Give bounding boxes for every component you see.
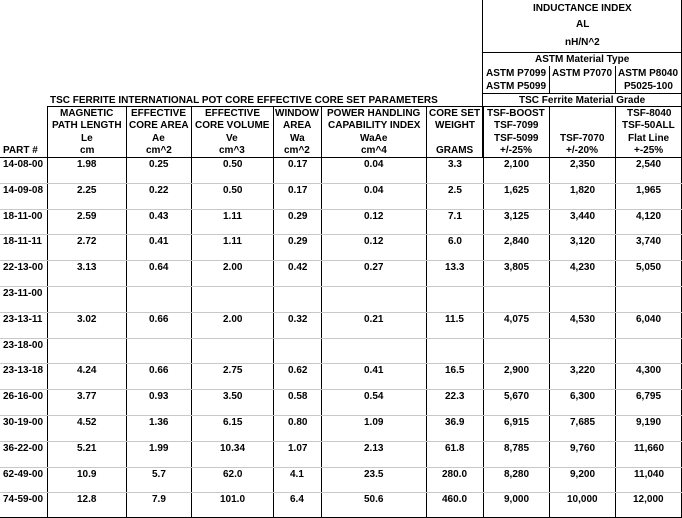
divider bbox=[482, 52, 682, 53]
table-cell: 2,840 bbox=[504, 236, 530, 247]
table-row-part: 18-11-00 bbox=[3, 211, 43, 222]
row-gridline bbox=[0, 312, 682, 313]
table-cell: 0.12 bbox=[364, 236, 384, 247]
column-header-ae: Ae bbox=[152, 133, 165, 144]
table-cell: 0.43 bbox=[149, 211, 169, 222]
table-cell: 2,540 bbox=[636, 159, 662, 170]
divider bbox=[549, 66, 550, 94]
table-row-part: 14-08-00 bbox=[3, 159, 44, 170]
table-cell: 13.3 bbox=[445, 262, 465, 273]
table-cell: 0.04 bbox=[364, 185, 384, 196]
table-cell: 11,660 bbox=[634, 443, 665, 454]
table-row-part: 74-59-00 bbox=[3, 494, 44, 505]
column-header-wa: cm^2 bbox=[284, 145, 310, 156]
table-cell: 0.27 bbox=[364, 262, 384, 273]
table-cell: 1.11 bbox=[223, 236, 242, 247]
table-cell: 6,300 bbox=[570, 391, 596, 402]
table-cell: 9,000 bbox=[504, 494, 530, 505]
table-cell: 1.99 bbox=[149, 443, 169, 454]
divider bbox=[482, 93, 682, 94]
table-cell: 2.5 bbox=[448, 185, 462, 196]
table-row-part: 23-18-00 bbox=[3, 340, 44, 351]
divider bbox=[615, 66, 616, 94]
astm-p8040: ASTM P8040 bbox=[618, 68, 679, 79]
column-header-ve: EFFECTIVE bbox=[205, 108, 261, 119]
row-gridline bbox=[0, 467, 682, 468]
table-cell: 12,000 bbox=[633, 494, 664, 505]
table-cell: 6.0 bbox=[448, 236, 462, 247]
table-cell: 2.59 bbox=[77, 211, 97, 222]
table-cell: 8,785 bbox=[504, 443, 530, 454]
table-cell: 3,120 bbox=[570, 236, 596, 247]
column-header-tsf-boost: TSF-7099 bbox=[494, 120, 539, 131]
divider bbox=[47, 106, 682, 107]
table-row-part: 26-16-00 bbox=[3, 391, 44, 402]
table-cell: 7.1 bbox=[448, 211, 462, 222]
table-cell: 3.50 bbox=[223, 391, 243, 402]
column-header-ve: Ve bbox=[226, 133, 238, 144]
column-header-tsf-8040: Flat Line bbox=[628, 133, 670, 144]
row-gridline bbox=[0, 389, 682, 390]
table-cell: 0.17 bbox=[288, 159, 308, 170]
material-grade-label: TSC Ferrite Material Grade bbox=[519, 95, 646, 106]
column-header-tsf-8040: TSF-50ALL bbox=[622, 120, 675, 131]
table-cell: 12.8 bbox=[77, 494, 97, 505]
table-cell: 61.8 bbox=[445, 443, 465, 454]
column-header-ae: cm^2 bbox=[146, 145, 172, 156]
astm-material-type-label: ASTM Material Type bbox=[535, 54, 630, 65]
table-cell: 0.17 bbox=[288, 185, 308, 196]
row-gridline bbox=[0, 260, 682, 261]
table-cell: 10,000 bbox=[567, 494, 598, 505]
table-cell: 23.5 bbox=[364, 469, 384, 480]
table-cell: 2.13 bbox=[364, 443, 384, 454]
column-header-wt: WEIGHT bbox=[435, 120, 475, 131]
column-header-tsf-8040: TSF-8040 bbox=[627, 108, 672, 119]
column-header-tsf-7070: +/-20% bbox=[566, 145, 598, 156]
table-cell: 460.0 bbox=[442, 494, 468, 505]
column-header-wa: Wa bbox=[290, 133, 305, 144]
table-cell: 2.00 bbox=[223, 262, 243, 273]
table-cell: 0.54 bbox=[364, 391, 384, 402]
table-cell: 1,965 bbox=[636, 185, 662, 196]
table-cell: 4.1 bbox=[290, 469, 304, 480]
column-header-tsf-boost: TSF-BOOST bbox=[487, 108, 545, 119]
row-gridline bbox=[0, 492, 682, 493]
row-gridline bbox=[0, 209, 682, 210]
table-cell: 7.9 bbox=[152, 494, 166, 505]
table-cell: 50.6 bbox=[364, 494, 384, 505]
table-cell: 10.9 bbox=[77, 469, 97, 480]
table-cell: 3,440 bbox=[570, 211, 596, 222]
table-cell: 3,220 bbox=[570, 365, 596, 376]
table-row-part: 23-13-18 bbox=[3, 365, 44, 376]
table-cell: 3,805 bbox=[504, 262, 530, 273]
table-cell: 2.25 bbox=[77, 185, 97, 196]
table-cell: 1.09 bbox=[364, 417, 384, 428]
table-cell: 5.7 bbox=[152, 469, 166, 480]
table-cell: 22.3 bbox=[445, 391, 465, 402]
column-header-wt: CORE SET bbox=[429, 108, 481, 119]
table-cell: 0.41 bbox=[364, 365, 384, 376]
table-cell: 4,120 bbox=[636, 211, 662, 222]
row-gridline bbox=[0, 338, 682, 339]
column-header-waae: cm^4 bbox=[361, 145, 387, 156]
column-header-waae: CAPABILITY INDEX bbox=[328, 120, 421, 131]
astm-p5099: ASTM P5099 bbox=[486, 81, 547, 92]
page-title: TSC FERRITE INTERNATIONAL POT CORE EFFECTIVE CORE SET PARAMETERS bbox=[50, 95, 438, 106]
table-cell: 4.24 bbox=[77, 365, 97, 376]
astm-p7099: ASTM P7099 bbox=[486, 68, 547, 79]
table-cell: 1.07 bbox=[288, 443, 308, 454]
table-cell: 0.04 bbox=[364, 159, 384, 170]
table-cell: 16.5 bbox=[445, 365, 465, 376]
table-cell: 5,670 bbox=[504, 391, 530, 402]
table-row-part: 14-09-08 bbox=[3, 185, 44, 196]
table-cell: 5,050 bbox=[636, 262, 662, 273]
table-cell: 3.02 bbox=[77, 314, 97, 325]
table-cell: 3.3 bbox=[448, 159, 462, 170]
table-cell: 36.9 bbox=[445, 417, 465, 428]
column-header-le: cm bbox=[80, 145, 95, 156]
table-cell: 280.0 bbox=[442, 469, 468, 480]
column-header-tsf-boost: TSF-5099 bbox=[494, 133, 539, 144]
table-cell: 0.62 bbox=[288, 365, 308, 376]
table-row-part: 18-11-11 bbox=[3, 236, 42, 247]
table-cell: 4,300 bbox=[636, 365, 662, 376]
table-cell: 4.52 bbox=[77, 417, 97, 428]
column-header-waae: POWER HANDLING bbox=[327, 108, 421, 119]
table-cell: 0.58 bbox=[288, 391, 308, 402]
table-cell: 11.5 bbox=[445, 314, 464, 325]
table-cell: 8,280 bbox=[504, 469, 530, 480]
table-cell: 0.66 bbox=[149, 314, 169, 325]
table-row-part: 62-49-00 bbox=[3, 469, 44, 480]
table-cell: 5.21 bbox=[77, 443, 97, 454]
table-cell: 1.98 bbox=[77, 159, 97, 170]
row-gridline bbox=[0, 286, 682, 287]
table-cell: 6,795 bbox=[636, 391, 662, 402]
table-cell: 3.77 bbox=[77, 391, 97, 402]
table-cell: 10.34 bbox=[220, 443, 246, 454]
row-gridline bbox=[0, 441, 682, 442]
table-cell: 9,200 bbox=[570, 469, 596, 480]
table-row-part: 23-11-00 bbox=[3, 288, 43, 299]
table-cell: 4,530 bbox=[570, 314, 596, 325]
column-header-ve: cm^3 bbox=[219, 145, 245, 156]
al-label: AL bbox=[576, 19, 590, 30]
column-header-ae: CORE AREA bbox=[129, 120, 189, 131]
table-row-part: 23-13-11 bbox=[3, 314, 43, 325]
row-gridline bbox=[0, 183, 682, 184]
row-gridline bbox=[0, 363, 682, 364]
table-cell: 1,820 bbox=[570, 185, 596, 196]
column-header-le: MAGNETIC bbox=[60, 108, 114, 119]
table-cell: 0.50 bbox=[223, 159, 243, 170]
unit-label: nH/N^2 bbox=[565, 37, 600, 48]
divider bbox=[0, 157, 682, 158]
column-header-tsf-8040: +-25% bbox=[634, 145, 664, 156]
table-cell: 9,190 bbox=[636, 417, 662, 428]
table-cell: 6,915 bbox=[504, 417, 530, 428]
table-cell: 2,900 bbox=[504, 365, 530, 376]
table-cell: 0.93 bbox=[149, 391, 169, 402]
column-header-tsf-boost: +/-25% bbox=[500, 145, 532, 156]
row-gridline bbox=[0, 234, 682, 235]
table-cell: 2,100 bbox=[504, 159, 530, 170]
table-cell: 6.4 bbox=[290, 494, 304, 505]
table-cell: 4,230 bbox=[570, 262, 596, 273]
table-cell: 0.12 bbox=[364, 211, 384, 222]
column-header-part: PART # bbox=[3, 145, 38, 156]
column-header-tsf-7070: TSF-7070 bbox=[560, 133, 605, 144]
table-cell: 2.00 bbox=[223, 314, 243, 325]
table-cell: 0.25 bbox=[149, 159, 169, 170]
table-cell: 0.21 bbox=[364, 314, 384, 325]
table-cell: 0.80 bbox=[288, 417, 308, 428]
astm-p7070: ASTM P7070 bbox=[552, 68, 613, 79]
table-cell: 0.42 bbox=[288, 262, 308, 273]
column-header-ve: CORE VOLUME bbox=[195, 120, 270, 131]
table-cell: 0.50 bbox=[223, 185, 243, 196]
table-cell: 3,125 bbox=[504, 211, 530, 222]
column-header-le: Le bbox=[81, 133, 93, 144]
table-cell: 2.72 bbox=[77, 236, 97, 247]
table-cell: 0.32 bbox=[288, 314, 308, 325]
table-cell: 0.64 bbox=[149, 262, 169, 273]
table-row-part: 30-19-00 bbox=[3, 417, 44, 428]
table-cell: 3.13 bbox=[77, 262, 97, 273]
table-cell: 0.66 bbox=[149, 365, 169, 376]
column-header-ae: EFFECTIVE bbox=[131, 108, 187, 119]
table-cell: 1,625 bbox=[504, 185, 530, 196]
column-header-wa: WINDOW bbox=[275, 108, 319, 119]
table-cell: 6,040 bbox=[636, 314, 662, 325]
row-gridline bbox=[0, 415, 682, 416]
column-header-waae: WaAe bbox=[360, 133, 388, 144]
table-row-part: 22-13-00 bbox=[3, 262, 44, 273]
table-cell: 0.41 bbox=[149, 236, 169, 247]
p5025: P5025-100 bbox=[624, 81, 673, 92]
table-cell: 9,760 bbox=[570, 443, 596, 454]
table-cell: 0.22 bbox=[149, 185, 169, 196]
table-cell: 7,685 bbox=[570, 417, 596, 428]
column-header-le: PATH LENGTH bbox=[52, 120, 122, 131]
table-cell: 0.29 bbox=[288, 211, 308, 222]
table-row-part: 36-22-00 bbox=[3, 443, 44, 454]
table-cell: 62.0 bbox=[223, 469, 243, 480]
table-cell: 11,040 bbox=[634, 469, 665, 480]
column-header-wt: GRAMS bbox=[436, 145, 474, 156]
divider bbox=[47, 145, 48, 518]
table-cell: 4,075 bbox=[504, 314, 530, 325]
inductance-index-label: INDUCTANCE INDEX bbox=[533, 3, 632, 14]
table-cell: 101.0 bbox=[220, 494, 246, 505]
table-cell: 1.36 bbox=[149, 417, 169, 428]
table-cell: 0.29 bbox=[288, 236, 308, 247]
table-cell: 3,740 bbox=[636, 236, 662, 247]
table-cell: 2,350 bbox=[570, 159, 596, 170]
table-cell: 2.75 bbox=[223, 365, 243, 376]
column-header-wa: AREA bbox=[283, 120, 312, 131]
table-cell: 1.11 bbox=[223, 211, 242, 222]
table-cell: 6.15 bbox=[223, 417, 243, 428]
